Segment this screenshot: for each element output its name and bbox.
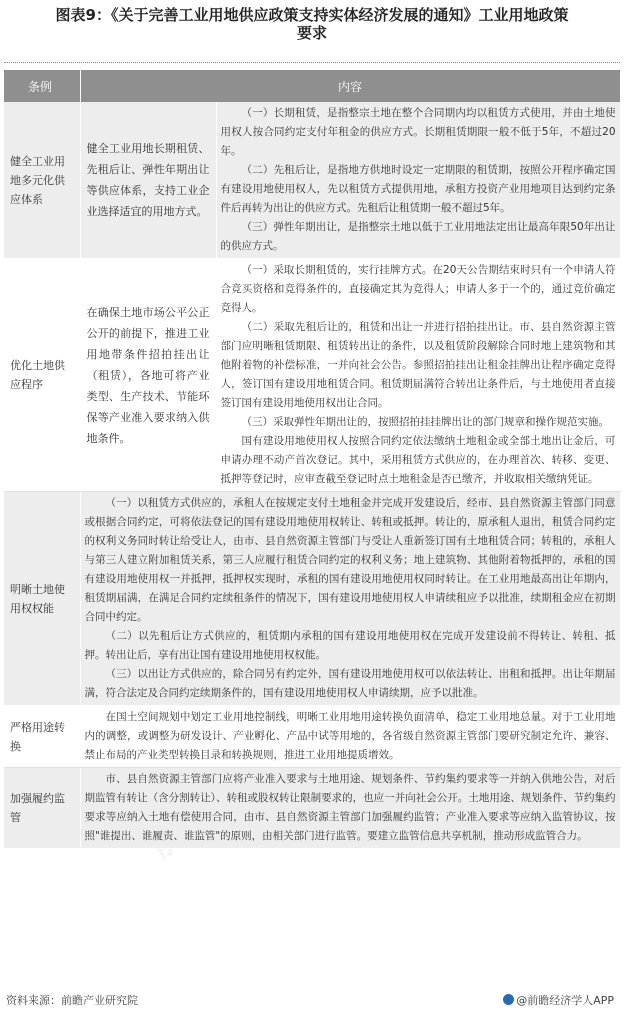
detail-paragraph: （二）先租后让，是指地方供地时设定一定期限的租赁期，按照公开程序确定国有建设用地使用权人，先以租赁方式提供用地，承租方投资产业用地项目达到约定条件后再转为出让的供应方式。先租后让租赁期一般不超过5年。 <box>220 164 616 214</box>
row-clause-name: 明晰土地使用权权能 <box>4 492 80 706</box>
table-row <box>4 259 620 492</box>
row-clause-name: 优化土地供应程序 <box>4 259 80 492</box>
detail-paragraph: （二）采取先租后让的，租赁和出让一并进行招拍挂出让。市、县自然资源主管部门应明晰租赁期限、租赁转出让的条件，以及租赁阶段解除合同时地上建筑物和其他附着物的补偿标准，一并向社会公告。参照招拍挂出让租金挂牌出让程序确定竞得人，签订国有建设用地租赁合同。租赁期届满符合转出让条件后，与土地使用者直接签订国有建设用地使用权出让合同。 <box>220 321 616 409</box>
policy-table <box>4 70 621 849</box>
title-line-1: 图表9：《关于完善工业用地供应政策支持实体经济发展的通知》工业用地政策 <box>55 6 569 24</box>
table-row <box>4 102 620 259</box>
page-title <box>0 6 624 42</box>
detail-paragraph: 在国土空间规划中划定工业用地控制线，明晰工业用地用途转换负面清单，稳定工业用地总量。对于工业用地内的调整，或调整为研发设计、产业孵化、产品中试等用地的，各省级自然资源主管部门要研究制定允许、兼容、禁止布局的产业类型转换目录和转换规则，推进工业用地提质增效。 <box>84 711 616 761</box>
row-clause-name: 加强履约监管 <box>4 768 80 849</box>
row-summary: 健全工业用地长期租赁、先租后让、弹性年期出让等供应体系，支持工业企业选择适宜的用地方式。 <box>80 102 216 259</box>
header-content: 内容 <box>80 70 620 102</box>
row-detail <box>216 102 620 259</box>
detail-paragraph: （一）长期租赁，是指整宗土地在整个合同期内均以租赁方式使用，并由土地使用权人按合同约定支付年租金的供应方式。长期租赁期限一般不低于5年，不超过20年。 <box>220 107 616 157</box>
brand-label: @前瞻经济学人APP <box>516 994 614 1007</box>
detail-paragraph: （一）以租赁方式供应的，承租人在按规定支付土地租金并完成开发建设后，经市、县自然资源主管部门同意或根据合同约定，可将依法登记的国有建设用地使用权转让、转租或抵押。转让的，原承租人退出，租赁合同约定的权利义务同时转让给受让人，由市、县自然资源主管部门与受让人重新签订国有土地租赁合同；转租的，承租人与第三人建立附加租赁关系，第三人应履行租赁合同约定的权利义务；地上建筑物、其他附着物抵押的，承租的国有建设用地使用权一并抵押，抵押权实现时，承租的国有建设用地使用权同时转让。在工业用地最高出让年期内，租赁期届满，在满足合同约定续租条件的情况下，国有建设用地使用权人申请续租应予以批准，续期租金应在初期合同中约定。 <box>84 497 616 623</box>
detail-paragraph: （一）采取长期租赁的，实行挂牌方式。在20天公告期结束时只有一个申请人符合竞买资格和竞得条件的，直接确定其为竞得人；申请人多于一个的，通过竞价确定竞得人。 <box>220 264 616 314</box>
row-clause-name: 严格用途转换 <box>4 706 80 768</box>
detail-paragraph: （三）采取弹性年期出让的，按照招拍挂挂牌出让的部门规章和操作规范实施。 <box>241 416 609 428</box>
detail-paragraph: 国有建设用地使用权人按照合同约定依法缴纳土地租金或全部土地出让金后，可申请办理不动产首次登记。其中，采用租赁方式供应的，在办理首次、转移、变更、抵押等登记时，应审查截至登记时点土地租金是否已缴齐，并收取相关缴纳凭证。 <box>220 435 616 485</box>
table-row <box>4 768 620 849</box>
row-detail <box>80 768 620 849</box>
row-detail <box>80 492 620 706</box>
brand-logo-icon <box>503 994 514 1005</box>
row-summary: 在确保土地市场公平公正公开的前提下，推进工业用地带条件招拍挂出让（租赁），各地可将产业类型、生产技术、节能环保等产业准入要求纳入供地条件。 <box>80 259 216 492</box>
source-note: 资料来源：前瞻产业研究院 <box>6 994 138 1007</box>
detail-paragraph: （三）以出让方式供应的，除合同另有约定外，国有建设用地使用权可以依法转让、出租和抵押。出让年期届满，符合法定及合同约定续期条件的，国有建设用地使用权人申请续期，应予以批准。 <box>84 668 616 699</box>
brand-credit <box>503 992 614 1008</box>
detail-paragraph: 市、县自然资源主管部门应将产业准入要求与土地用途、规划条件、节约集约要求等一并纳入供地公告，对后期监管有转让（含分割转让）、转租或股权转让限制要求的，也应一并向社会公开。土地用途、规划条件、节约集约要求等应纳入土地有偿使用合同，由市、县自然资源主管部门加强履约监管；产业准入要求等应纳入监管协议，按照"谁提出、谁履责、谁监管"的原则，由相关部门进行监管。要建立监管信息共享机制，推动形成监管合力。 <box>84 773 616 842</box>
row-detail <box>80 706 620 768</box>
row-detail <box>216 259 620 492</box>
table-row <box>4 706 620 768</box>
detail-paragraph: （二）以先租后让方式供应的，租赁期内承租的国有建设用地使用权在完成开发建设前不得转让、转租、抵押。转出让后，享有出让国有建设用地使用权权能。 <box>84 630 616 661</box>
detail-paragraph: （三）弹性年期出让，是指整宗土地以低于工业用地法定出让最高年限50年出让的供应方式。 <box>220 221 616 252</box>
title-line-2: 要求 <box>296 24 327 42</box>
header-clause: 条例 <box>4 70 80 102</box>
divider <box>4 62 620 63</box>
table-row <box>4 492 620 706</box>
table-header-row <box>4 70 620 102</box>
row-clause-name: 健全工业用地多元化供应体系 <box>4 102 80 259</box>
